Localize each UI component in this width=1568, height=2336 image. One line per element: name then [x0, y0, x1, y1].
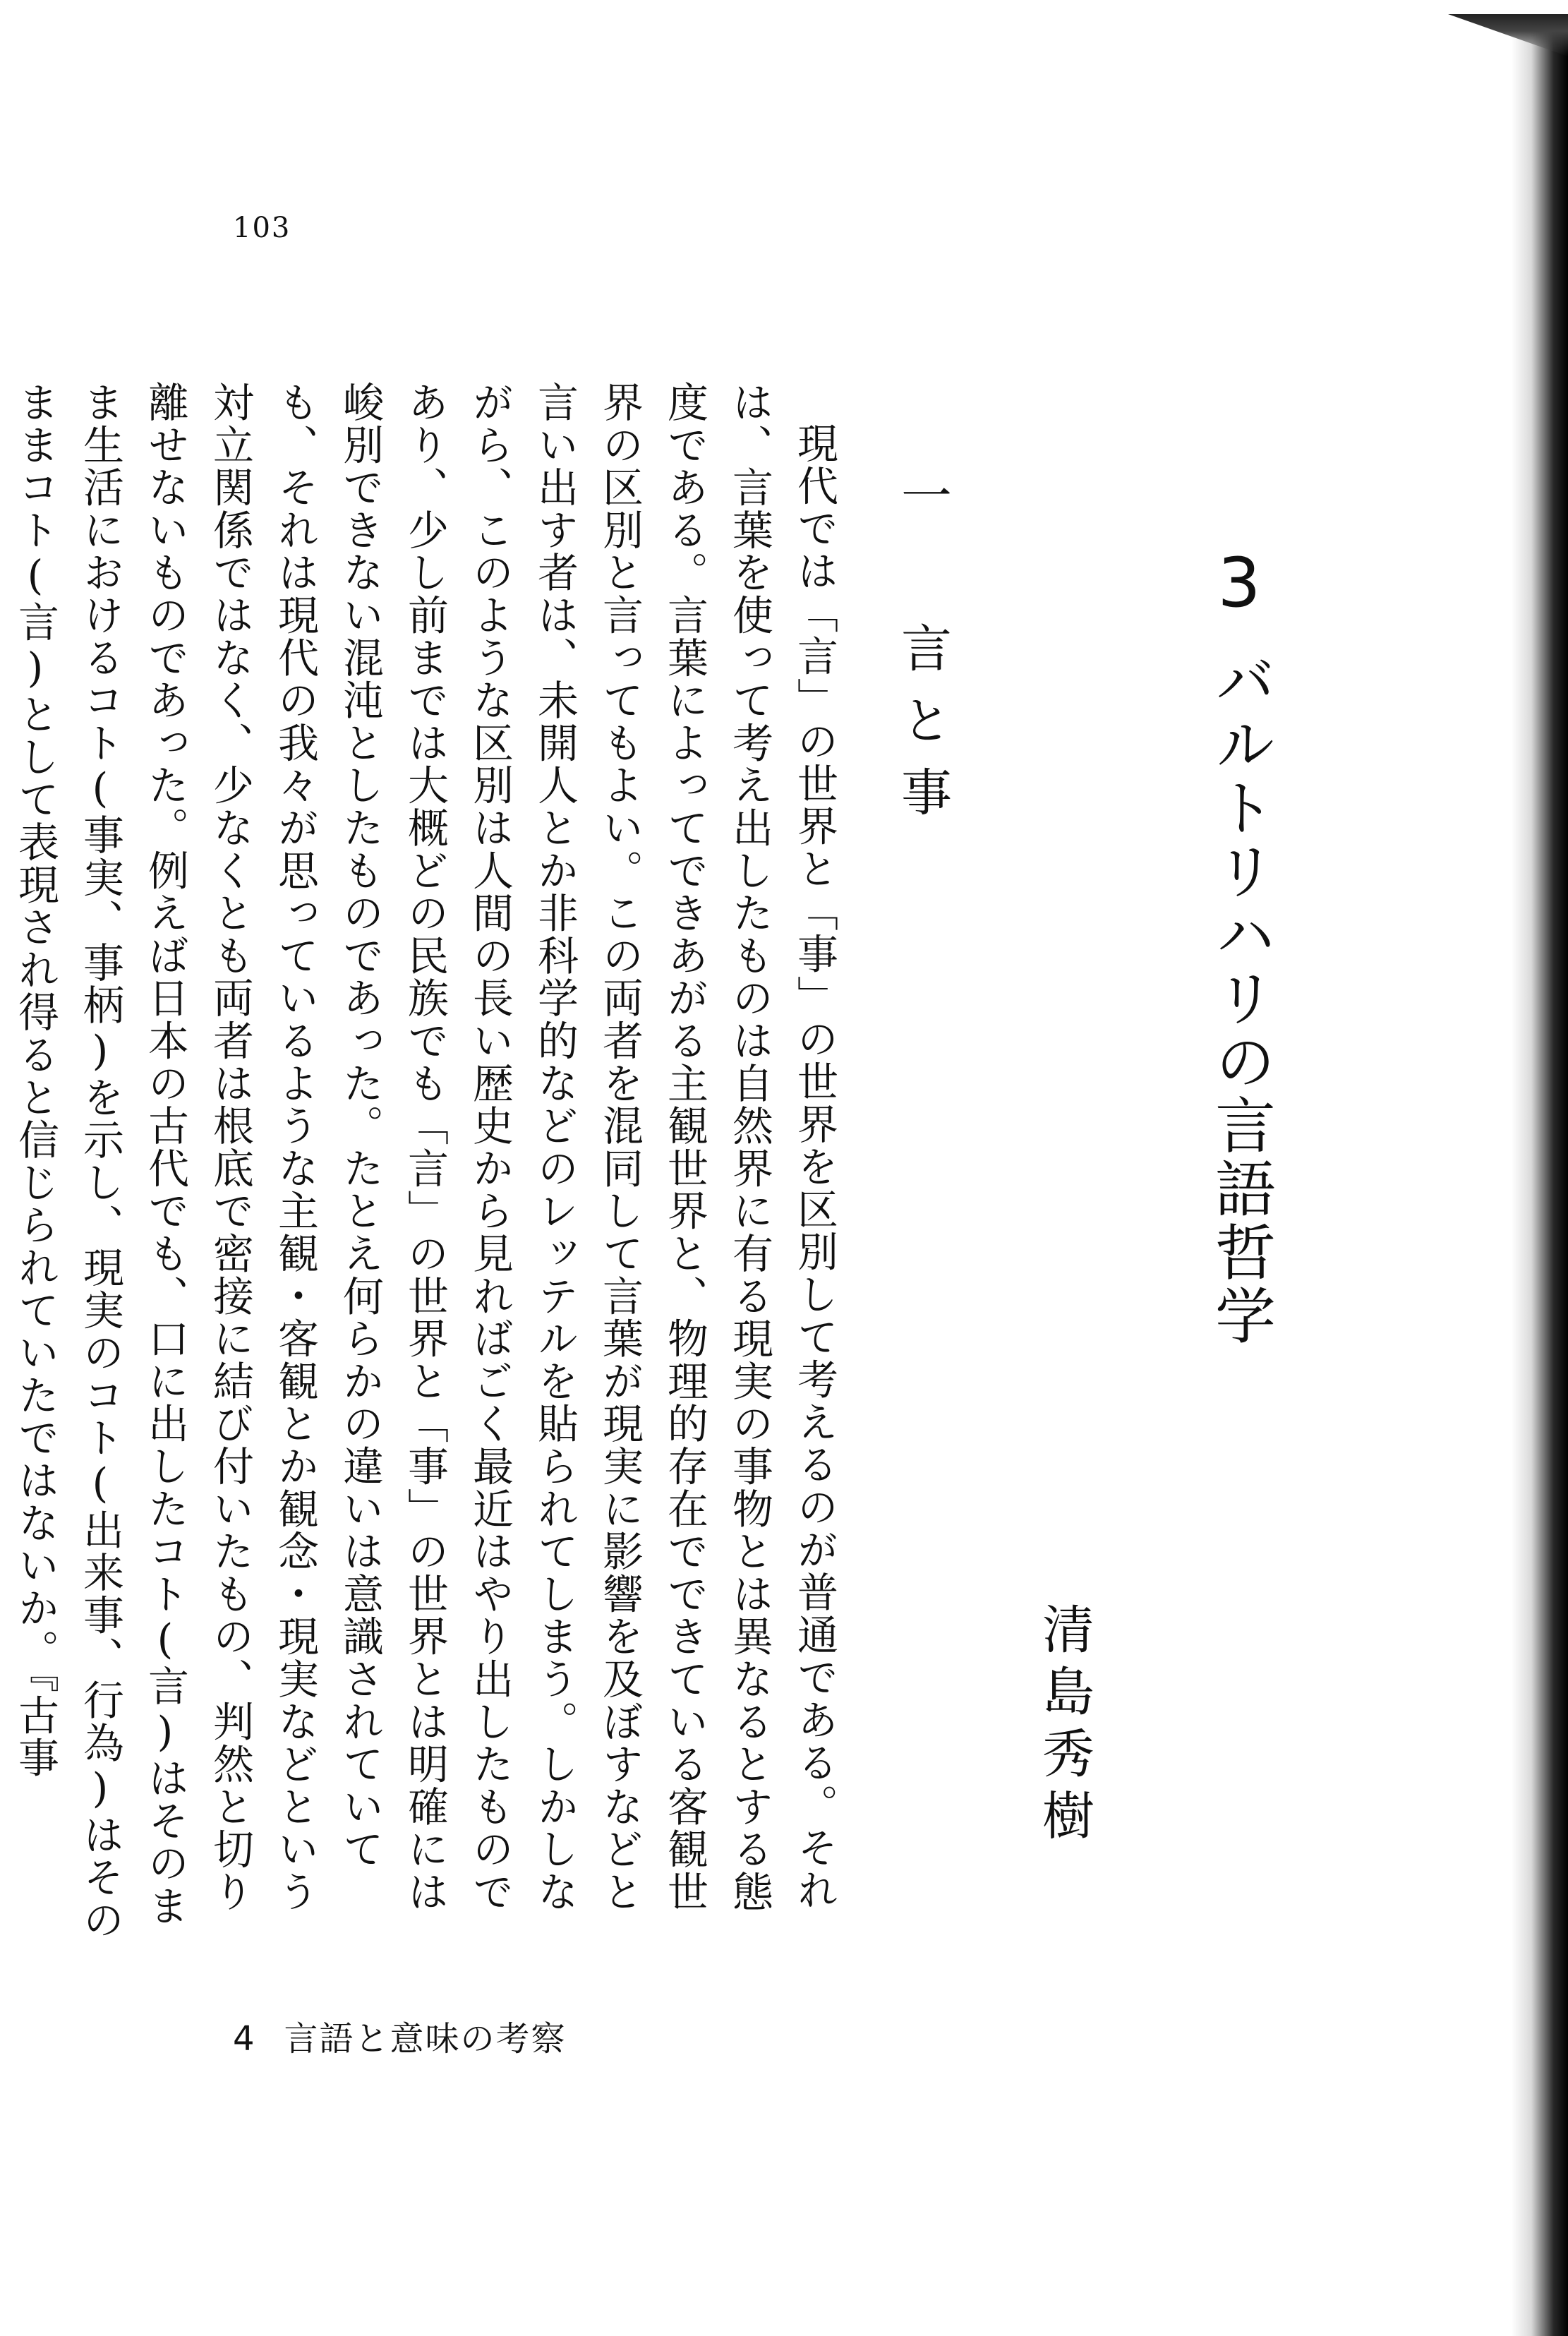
author-name: 清島秀樹 [1034, 1602, 1094, 1850]
body-paragraph: 現代では「言」の世界と「事」の世界を区別して考えるのが普通である。それは、言葉を使って考え出したものは自然界に有る現実の事物とは異なるとする態度である。言葉によってできあがる主観世界と、物理的存在でできている客観世界の区別と言ってもよい。この両者を混同して言葉が現実に影響を及ぼすなどと言い出す者は、未開人とか非科学的などのレッテルを貼られてしまう。しかしながら、このような区別は人間の長い歴史から見ればごく最近はやり出したものであり、少し前までは大概どの民族でも「言」の世界と「事」の世界とは明確には峻別できない混沌としたものであった。たとえ何らかの違いは意識されていても、それは現代の我々が思っているような主観・客観とか観念・現実などという対立関係ではなく、少なくとも両者は根底で密接に結び付いたもの、判然と切り離せないものであった。例えば日本の古代でも、口に出したコト(言)はそのまま生活におけるコト(事実、事柄)を示し、現実のコト(出来事、行為)はそのままコト(言)として表現され得ると信じられていたではないか。『古事 [11, 381, 838, 1941]
chapter-number: 3 [1200, 543, 1279, 622]
body-text [11, 381, 847, 1948]
scan-edge-corner [1448, 14, 1568, 56]
footer-book-title: 言語と意味の考察 [284, 2019, 567, 2059]
section-heading: 一 言と事 [893, 469, 952, 838]
page-number: 103 [233, 212, 291, 244]
scan-edge-shadow [1512, 14, 1568, 2336]
chapter-title: バルトリハリの言語哲学 [1205, 649, 1275, 1348]
running-footer [233, 2011, 567, 2060]
footer-volume-number: 4 [233, 2019, 256, 2059]
